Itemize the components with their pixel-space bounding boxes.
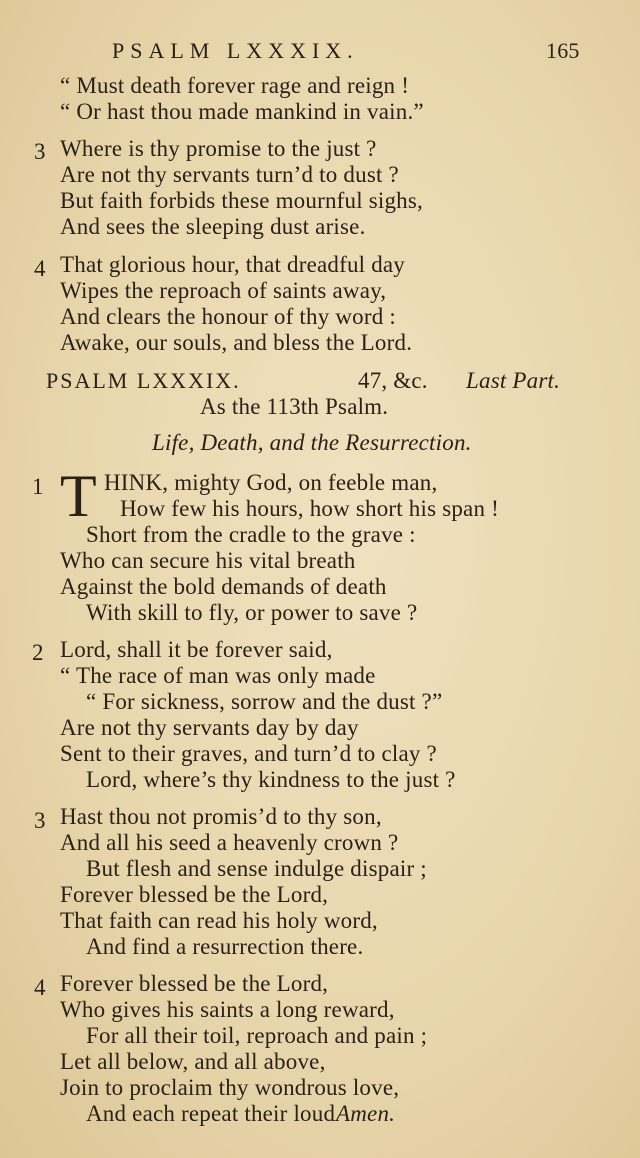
verse-line: But faith forbids these mournful sighs, — [60, 188, 423, 213]
verse-line: “ Or hast thou made mankind in vain.” — [60, 99, 424, 124]
verse-line: That glorious hour, that dreadful day — [60, 252, 405, 277]
verse-range: 47, &c. — [358, 368, 428, 393]
verse-line: Are not thy servants day by day — [60, 715, 359, 740]
verse-line: And clears the honour of thy word : — [60, 304, 396, 329]
verse-line: How few his hours, how short his span ! — [120, 496, 499, 521]
verse-line: Sent to their graves, and turn’d to clay ? — [60, 741, 437, 766]
psalm-heading: PSALM LXXXIX. — [46, 368, 241, 393]
verse-line: Who can secure his vital breath — [60, 548, 356, 573]
running-header-title: PSALM LXXXIX. — [112, 38, 359, 63]
verse-line: With skill to fly, or power to save ? — [86, 600, 418, 625]
tune-reference: As the 113th Psalm. — [200, 394, 389, 419]
verse-line: Wipes the reproach of saints away, — [60, 278, 387, 303]
verse-line: Are not thy servants turn’d to dust ? — [60, 162, 399, 187]
verse-line: But flesh and sense indulge dispair ; — [86, 856, 427, 881]
stanza-number: 4 — [34, 256, 46, 281]
verse-line: Awake, our souls, and bless the Lord. — [60, 330, 413, 355]
verse-line: Lord, shall it be forever said, — [60, 637, 333, 662]
verse-line: Who gives his saints a long reward, — [60, 997, 395, 1022]
verse-line: HINK, mighty God, on feeble man, — [104, 470, 438, 495]
verse-line: Join to proclaim thy wondrous love, — [60, 1075, 400, 1100]
stanza-number: 3 — [34, 139, 46, 164]
part-label: Last Part. — [466, 368, 561, 393]
verse-line: And find a resurrection there. — [86, 934, 364, 959]
hymn-subtitle: Life, Death, and the Resurrection. — [152, 430, 472, 455]
verse-line: That faith can read his holy word, — [60, 908, 378, 933]
drop-cap: T — [60, 463, 97, 529]
verse-line: “ For sickness, sorrow and the dust ?” — [86, 689, 443, 714]
stanza-number: 1 — [32, 474, 44, 499]
stanza-number: 4 — [34, 975, 46, 1000]
verse-line: Forever blessed be the Lord, — [60, 971, 329, 996]
verse-line: “ Must death forever rage and reign ! — [60, 73, 410, 98]
verse-line: Forever blessed be the Lord, — [60, 882, 329, 907]
stanza-number: 3 — [34, 808, 46, 833]
verse-line: Against the bold demands of death — [60, 574, 387, 599]
verse-line: Short from the cradle to the grave : — [86, 522, 416, 547]
verse-line: Hast thou not promis’d to thy son, — [60, 804, 382, 829]
verse-line: Let all below, and all above, — [60, 1049, 326, 1074]
verse-line: For all their toil, reproach and pain ; — [86, 1023, 428, 1048]
verse-line: Where is thy promise to the just ? — [60, 136, 377, 161]
stanza-number: 2 — [32, 640, 44, 665]
verse-line: “ The race of man was only made — [60, 663, 376, 688]
verse-line: And each repeat their loud — [86, 1101, 336, 1126]
verse-line: And sees the sleeping dust arise. — [60, 214, 366, 239]
verse-line: Lord, where’s thy kindness to the just ? — [86, 767, 456, 792]
verse-line: And all his seed a heavenly crown ? — [60, 830, 399, 855]
closing-amen: Amen. — [336, 1101, 396, 1126]
page-number: 165 — [546, 38, 580, 63]
